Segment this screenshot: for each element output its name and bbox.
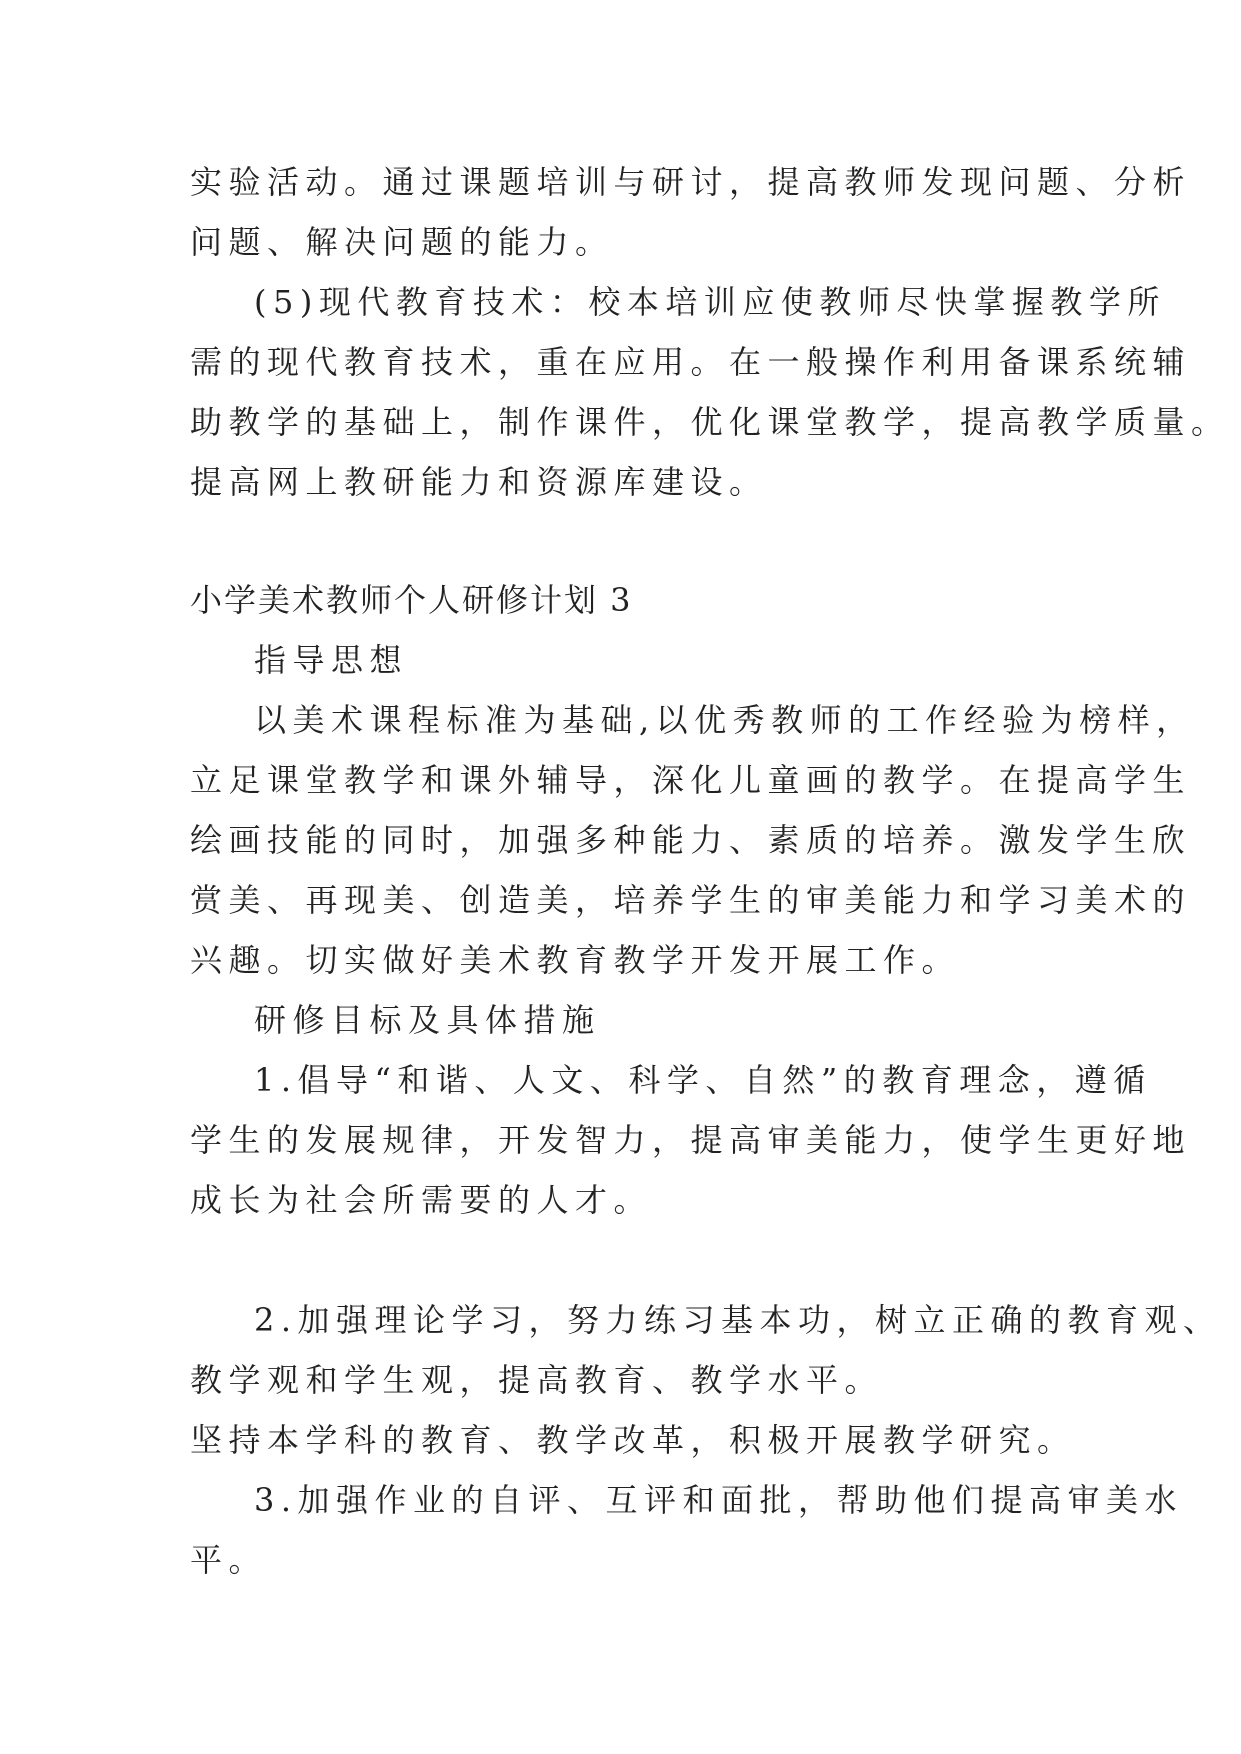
list-item-line: 学生的发展规律，开发智力，提高审美能力，使学生更好地	[190, 1121, 1192, 1159]
list-item-line: 1.倡导“和谐、人文、科学、自然”的教育理念，遵循	[254, 1061, 1152, 1099]
list-item-line: 3.加强作业的自评、互评和面批，帮助他们提高审美水	[254, 1481, 1184, 1519]
subheading: 研修目标及具体措施	[254, 1001, 601, 1039]
paragraph-line: 助教学的基础上，制作课件，优化课堂教学，提高教学质量。	[190, 403, 1230, 441]
list-item-line: 成长为社会所需要的人才。	[190, 1181, 653, 1219]
paragraph-line: 实验活动。通过课题培训与研讨，提高教师发现问题、分析	[190, 163, 1192, 201]
list-item-line: 平。	[190, 1541, 268, 1579]
list-item-line: 教学观和学生观，提高教育、教学水平。	[190, 1361, 884, 1399]
paragraph-line: 问题、解决问题的能力。	[190, 223, 614, 261]
paragraph-line: 赏美、再现美、创造美，培养学生的审美能力和学习美术的	[190, 881, 1192, 919]
paragraph-line: 立足课堂教学和课外辅导，深化儿童画的教学。在提高学生	[190, 761, 1192, 799]
section-title: 小学美术教师个人研修计划 3	[190, 581, 633, 619]
paragraph-line: 需的现代教育技术，重在应用。在一般操作利用备课系统辅	[190, 343, 1192, 381]
paragraph-line: 以美术课程标准为基础,以优秀教师的工作经验为榜样，	[254, 701, 1195, 739]
paragraph-line: 提高网上教研能力和资源库建设。	[190, 463, 768, 501]
paragraph-line: 绘画技能的同时，加强多种能力、素质的培养。激发学生欣	[190, 821, 1192, 859]
paragraph-line: 坚持本学科的教育、教学改革，积极开展教学研究。	[190, 1421, 1076, 1459]
list-item-line: 2.加强理论学习，努力练习基本功，树立正确的教育观、	[254, 1301, 1222, 1339]
paragraph-line: 兴趣。切实做好美术教育教学开发开展工作。	[190, 941, 961, 979]
subheading: 指导思想	[254, 641, 409, 679]
paragraph-line: (5)现代教育技术：校本培训应使教师尽快掌握教学所	[254, 283, 1166, 321]
